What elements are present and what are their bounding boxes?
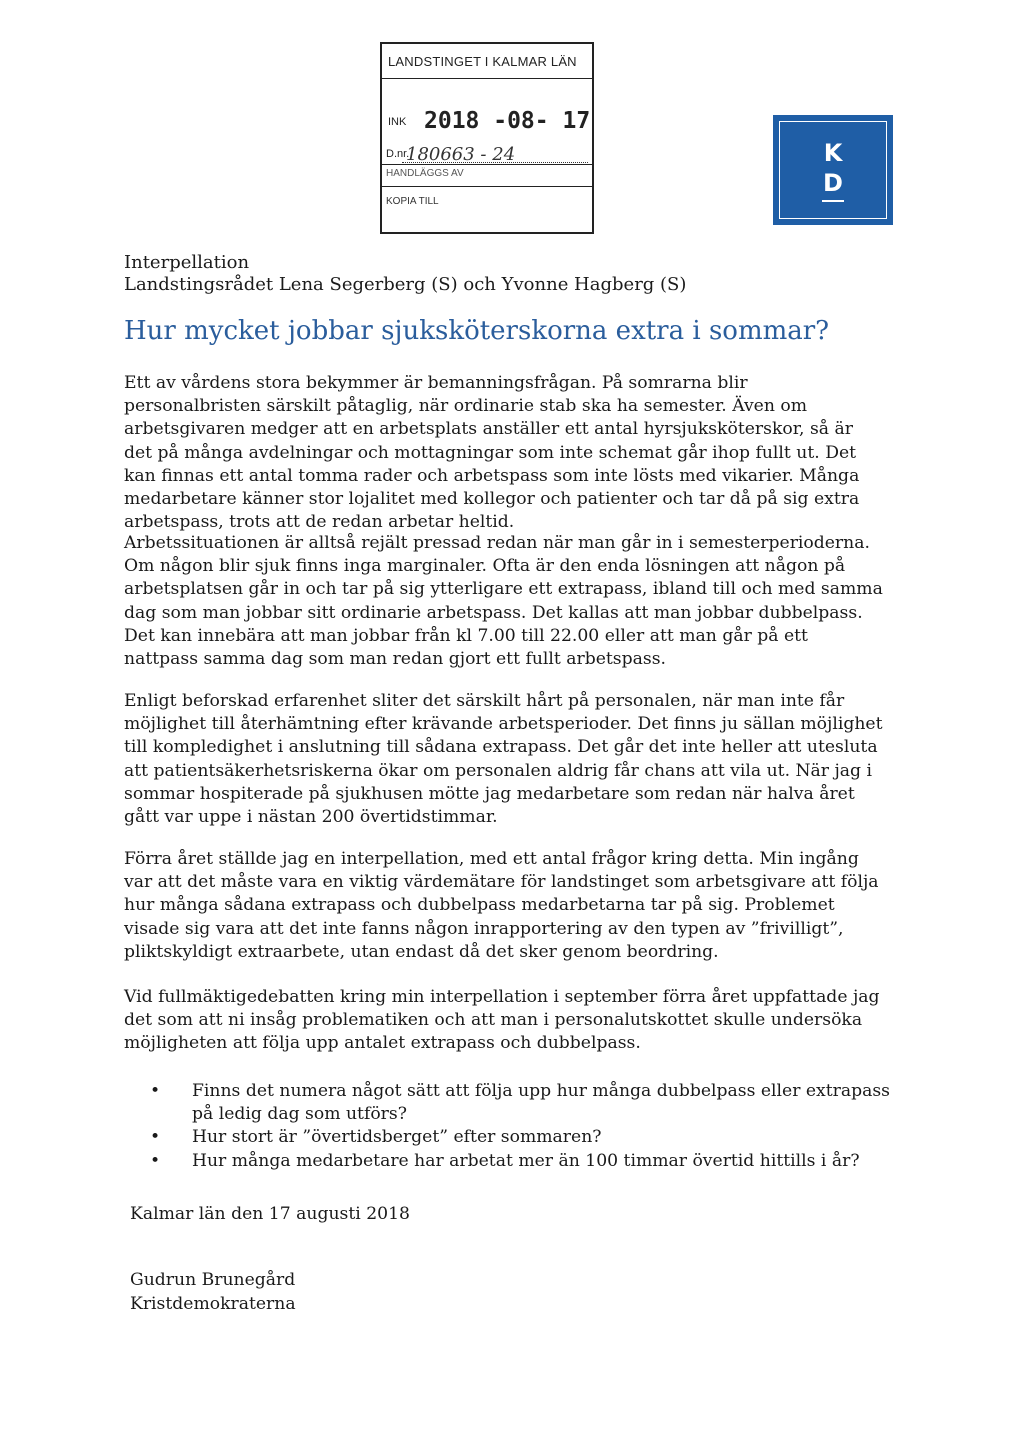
stamp-kopia-label: KOPIA TILL <box>386 196 439 207</box>
bullet-icon: • <box>150 1150 161 1171</box>
signer-party: Kristdemokraterna <box>130 1294 296 1314</box>
signer-name: Gudrun Brunegård <box>130 1270 296 1290</box>
paragraph: Arbetssituationen är alltså rejält pressad redan när man går in i semesterperioderna. Om någon blir sjuk finns inga marginaler. Ofta är den enda lösningen att någon på arbetsplatsen går in och tar på sig ytterligare ett extrapass, ibland till och med samma dag som man jobbar sitt ordinarie arbetspass. Det kallas att man jobbar dubbelpass. Det kan innebära att man jobbar från kl 7.00 till 22.00 eller att man går på ett nattpass samma dag som man redan gjort ett fullt arbetspass. <box>124 533 883 670</box>
logo-letter-d: D <box>823 169 843 197</box>
list-item <box>150 1126 890 1149</box>
stamp-ink-label: INK <box>388 116 407 128</box>
stamp-dnr-value: 180663 - 24 <box>406 144 516 165</box>
paragraph: Förra året ställde jag en interpellation, med ett antal frågor kring detta. Min ingång var att det måste vara en viktig värdemätare för landstinget som arbetsgivare att följa hur många sådana extrapass och dubbelpass medarbetarna tar på sig. Problemet visade sig vara att det inte fanns någon inrapportering av den typen av ”frivilligt”, pliktskyldigt extraarbete, utan endast då det sker genom beordring. <box>124 849 879 962</box>
recipients: Landstingsrådet Lena Segerberg (S) och Yvonne Hagberg (S) <box>124 274 687 295</box>
list-item <box>150 1080 890 1126</box>
paragraph: Ett av vårdens stora bekymmer är bemanningsfrågan. På somrarna blir personalbristen särskilt påtaglig, när ordinarie stab ska ha semester. Även om arbetsgivaren medger att en arbetsplats anställer ett antal hyrsjuksköterskor, så är det på många avdelningar och mottagningar som inte schemat går ihop fullt ut. Det kan finnas ett antal tomma rader och arbetspass som inte lösts med vikarier. Många medarbetare känner stor lojalitet med kollegor och patienter och tar då på sig extra arbetspass, trots att de redan arbetar heltid. <box>124 373 860 533</box>
received-stamp <box>380 42 594 234</box>
stamp-divider <box>382 186 592 187</box>
stamp-date: 2018 -08- 17 <box>424 108 591 134</box>
stamp-dotted-line <box>402 162 588 163</box>
question-text: Hur stort är ”övertidsberget” efter sommaren? <box>192 1127 602 1148</box>
stamp-org-row <box>382 44 592 79</box>
logo-letter-k: K <box>823 139 843 167</box>
stamp-divider <box>382 164 592 165</box>
logo-underline <box>822 200 844 202</box>
question-list <box>150 1080 890 1173</box>
page-title: Hur mycket jobbar sjuksköterskorna extra i sommar? <box>124 316 830 346</box>
document-type: Interpellation <box>124 252 250 273</box>
place-date: Kalmar län den 17 augusti 2018 <box>130 1204 410 1224</box>
list-item <box>150 1150 890 1173</box>
bullet-icon: • <box>150 1081 161 1101</box>
stamp-dnr-label: D.nr. <box>386 148 410 160</box>
question-text: Finns det numera något sätt att följa upp hur många dubbelpass eller extrapass på ledig dag som utförs? <box>192 1081 890 1125</box>
kd-logo <box>773 115 893 225</box>
paragraph: Enligt beforskad erfarenhet sliter det särskilt hårt på personalen, när man inte får möjlighet till återhämtning efter krävande arbetsperioder. Det finns ju sällan möjlighet till kompledighet i anslutning till sådana extrapass. Det går det inte heller att utesluta att patientsäkerhetsriskerna ökar om personalen aldrig får chans att vila ut. När jag i sommar hospiterade på sjukhusen mötte jag medarbetare som redan när halva året gått var uppe i nästan 200 övertidstimmar. <box>124 691 883 828</box>
logo-letters <box>822 138 844 202</box>
paragraph: Vid fullmäktigedebatten kring min interpellation i september förra året uppfattade jag det som att ni insåg problematiken och att man i personalutskottet skulle undersöka möjligheten att följa upp antalet extrapass och dubbelpass. <box>124 987 880 1054</box>
stamp-handlaggs-label: HANDLÄGGS AV <box>386 168 464 179</box>
stamp-organization: LANDSTINGET I KALMAR LÄN <box>388 54 577 69</box>
bullet-icon: • <box>150 1127 161 1148</box>
question-text: Hur många medarbetare har arbetat mer än 100 timmar övertid hittills i år? <box>192 1150 860 1171</box>
